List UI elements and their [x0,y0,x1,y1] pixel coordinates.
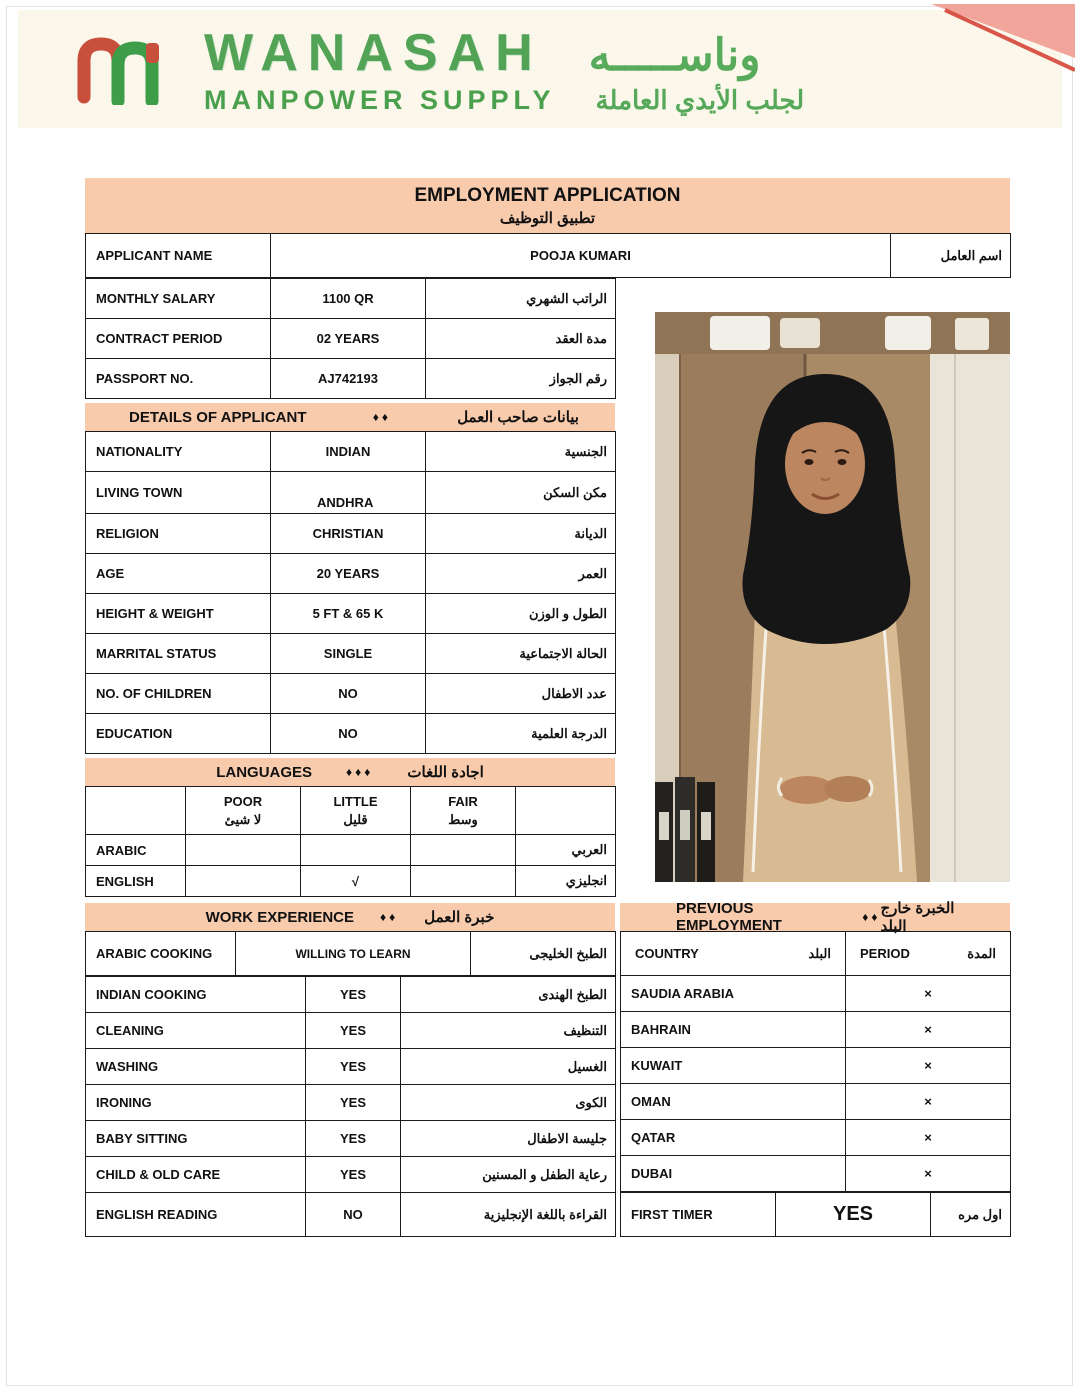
nationality-label: NATIONALITY [86,432,271,472]
table-row [86,787,616,835]
english-poor-cell [186,866,301,897]
prev-header-en: PREVIOUS EMPLOYMENT [676,900,782,934]
period-label-en: PERIOD [860,946,910,961]
education-label-ar: الدرجة العلمية [426,714,616,754]
languages-corner-cell [86,787,186,835]
passport-no-value: AJ742193 [271,359,426,399]
languages-corner-cell [516,787,616,835]
period-label-ar: المدة [967,945,996,961]
monthly-salary-value: 1100 QR [271,279,426,319]
work-header-en: WORK EXPERIENCE [205,908,354,926]
english-language-label-ar: انجليزي [516,866,616,897]
diamond-icons: ♦♦ [862,910,881,924]
marital-status-label: MARRITAL STATUS [86,634,271,674]
religion-label-ar: الديانة [426,514,616,554]
country-label-en: COUNTRY [635,946,699,961]
table-row [621,976,1011,1012]
period-saudi-arabia: × [846,976,1011,1012]
corner-fold-graphic [923,4,1075,81]
diamond-icons: ♦♦ [372,410,391,424]
height-weight-label-ar: الطول و الوزن [426,594,616,634]
arabic-poor-cell [186,835,301,866]
indian-cooking-value: YES [306,977,401,1013]
work-header-ar: خبرة العمل [424,909,495,926]
passport-no-label: PASSPORT NO. [86,359,271,399]
details-header-ar: بيانات صاحب العمل [457,409,579,426]
children-label-ar: عدد الاطفال [426,674,616,714]
arabic-cooking-label: ARABIC COOKING [86,932,236,976]
arabic-cooking-label-ar: الطبخ الخليجى [471,932,616,976]
table-row [86,866,616,897]
diamond-icons: ♦♦♦ [346,765,374,779]
applicant-name-table [85,233,1011,278]
details-table [85,431,616,754]
monthly-salary-label-ar: الراتب الشهري [426,279,616,319]
table-row [621,1048,1011,1084]
period-oman: × [846,1084,1011,1120]
religion-value: CHRISTIAN [271,514,426,554]
work-experience-header [85,903,615,931]
age-label: AGE [86,554,271,594]
ironing-label: IRONING [86,1085,306,1121]
agency-header [18,10,1062,128]
baby-sitting-label: BABY SITTING [86,1121,306,1157]
contract-period-label-ar: مدة العقد [426,319,616,359]
table-row [86,1121,616,1157]
living-town-label: LIVING TOWN [86,472,271,514]
poor-label-ar: لا شيئ [224,811,262,827]
arabic-language-label-ar: العربي [516,835,616,866]
table-row [86,714,616,754]
height-weight-value: 5 FT & 65 K [271,594,426,634]
period-kuwait: × [846,1048,1011,1084]
little-column-header [301,787,411,835]
english-little-cell: √ [301,866,411,897]
languages-header [85,758,615,786]
little-label-ar: قليل [343,811,368,827]
country-saudi-arabia: SAUDIA ARABIA [621,976,846,1012]
living-town-label-ar: مكن السكن [426,472,616,514]
form-title-bar [85,178,1010,233]
cleaning-label-ar: التنظيف [401,1013,616,1049]
form-left-column [85,278,615,897]
living-town-value: ANDHRA [271,472,426,514]
cleaning-value: YES [306,1013,401,1049]
country-qatar: QATAR [621,1120,846,1156]
first-timer-label: FIRST TIMER [621,1193,776,1237]
washing-label-ar: الغسيل [401,1049,616,1085]
little-label-en: LITTLE [333,793,378,809]
english-reading-value: NO [306,1193,401,1237]
child-old-care-label: CHILD & OLD CARE [86,1157,306,1193]
table-row [621,932,1011,976]
ironing-value: YES [306,1085,401,1121]
children-value: NO [271,674,426,714]
arabic-cooking-table [85,931,616,976]
table-row [621,1120,1011,1156]
english-reading-label-ar: القراءة باللغة الإنجليزية [401,1193,616,1237]
form-title-en: EMPLOYMENT APPLICATION [414,184,681,206]
poor-column-header [186,787,301,835]
salary-info-table [85,278,616,399]
applicant-name-label: APPLICANT NAME [86,234,271,278]
brand-tagline-en: MANPOWER SUPPLY [204,84,556,115]
table-row [86,514,616,554]
fair-column-header [411,787,516,835]
table-row [86,472,616,514]
brand-text [204,23,804,116]
table-row [621,1156,1011,1192]
table-row [86,279,616,319]
english-reading-label: ENGLISH READING [86,1193,306,1237]
table-row [86,1157,616,1193]
table-row [86,359,616,399]
education-value: NO [271,714,426,754]
country-dubai: DUBAI [621,1156,846,1192]
photo-column [615,278,1010,897]
period-dubai: × [846,1156,1011,1192]
child-old-care-value: YES [306,1157,401,1193]
table-row [86,674,616,714]
washing-label: WASHING [86,1049,306,1085]
table-row [86,554,616,594]
table-row [86,634,616,674]
period-column-header [846,932,1011,976]
arabic-cooking-value: WILLING TO LEARN [236,932,471,976]
washing-value: YES [306,1049,401,1085]
agency-logo [74,23,804,116]
previous-employment-table [620,931,1011,1192]
child-old-care-label-ar: رعاية الطفل و المسنين [401,1157,616,1193]
table-row [621,1084,1011,1120]
english-fair-cell [411,866,516,897]
country-kuwait: KUWAIT [621,1048,846,1084]
table-row [621,1193,1011,1237]
indian-cooking-label-ar: الطبخ الهندى [401,977,616,1013]
previous-employment-section [620,900,1010,1237]
table-row [86,1085,616,1121]
indian-cooking-label: INDIAN COOKING [86,977,306,1013]
first-timer-value: YES [776,1193,931,1237]
country-oman: OMAN [621,1084,846,1120]
children-label: NO. OF CHILDREN [86,674,271,714]
religion-label: RELIGION [86,514,271,554]
baby-sitting-label-ar: جليسة الاطفال [401,1121,616,1157]
marital-status-value: SINGLE [271,634,426,674]
period-bahrain: × [846,1012,1011,1048]
table-row [86,1193,616,1237]
fair-label-en: FAIR [448,793,478,809]
brand-name-en: WANASAH [204,23,543,82]
poor-label-en: POOR [223,793,263,809]
table-row [86,1049,616,1085]
languages-table [85,786,616,897]
employment-application-form [85,178,1010,1237]
contract-period-label: CONTRACT PERIOD [86,319,271,359]
brand-name-ar: وناســـــه [588,30,761,80]
period-qatar: × [846,1120,1011,1156]
previous-employment-header [620,900,1010,935]
languages-header-ar: اجادة اللغات [407,764,484,781]
arabic-fair-cell [411,835,516,866]
contract-period-value: 02 YEARS [271,319,426,359]
baby-sitting-value: YES [306,1121,401,1157]
table-row [621,1012,1011,1048]
height-weight-label: HEIGHT & WEIGHT [86,594,271,634]
arabic-language-label: ARABIC [86,835,186,866]
fair-label-ar: وسط [448,811,478,827]
table-row [86,977,616,1013]
country-column-header [621,932,846,976]
table-row [86,1013,616,1049]
first-timer-label-ar: اول مره [931,1193,1011,1237]
cleaning-label: CLEANING [86,1013,306,1049]
table-row [86,932,616,976]
table-row [86,319,616,359]
english-language-label: ENGLISH [86,866,186,897]
prev-header-ar: الخبرة خارج البلد [880,900,955,935]
applicant-name-label-ar: اسم العامل [891,234,1011,278]
table-row [86,432,616,472]
table-row [86,835,616,866]
details-of-applicant-header [85,403,615,431]
languages-header-en: LANGUAGES [216,763,313,781]
first-timer-table [620,1192,1011,1237]
marital-status-label-ar: الحالة الاجتماعية [426,634,616,674]
table-row [86,594,616,634]
arabic-little-cell [301,835,411,866]
passport-no-label-ar: رقم الجواز [426,359,616,399]
monthly-salary-label: MONTHLY SALARY [86,279,271,319]
country-label-ar: البلد [808,945,831,961]
applicant-name-value: POOJA KUMARI [271,234,891,278]
age-label-ar: العمر [426,554,616,594]
brand-tagline-ar: لجلب الأيدي العاملة [595,84,805,115]
details-header-en: DETAILS OF APPLICANT [129,408,307,426]
ironing-label-ar: الكوى [401,1085,616,1121]
nationality-value: INDIAN [271,432,426,472]
education-label: EDUCATION [86,714,271,754]
table-row [86,234,1011,278]
work-experience-section [85,903,615,1237]
nationality-label-ar: الجنسية [426,432,616,472]
work-skills-table [85,976,616,1237]
age-value: 20 YEARS [271,554,426,594]
form-title-ar: تطبيق التوظيف [499,209,596,227]
wanasah-logo-icon [74,29,186,110]
diamond-icons: ♦♦ [380,910,399,924]
country-bahrain: BAHRAIN [621,1012,846,1048]
applicant-photo [655,312,1010,882]
